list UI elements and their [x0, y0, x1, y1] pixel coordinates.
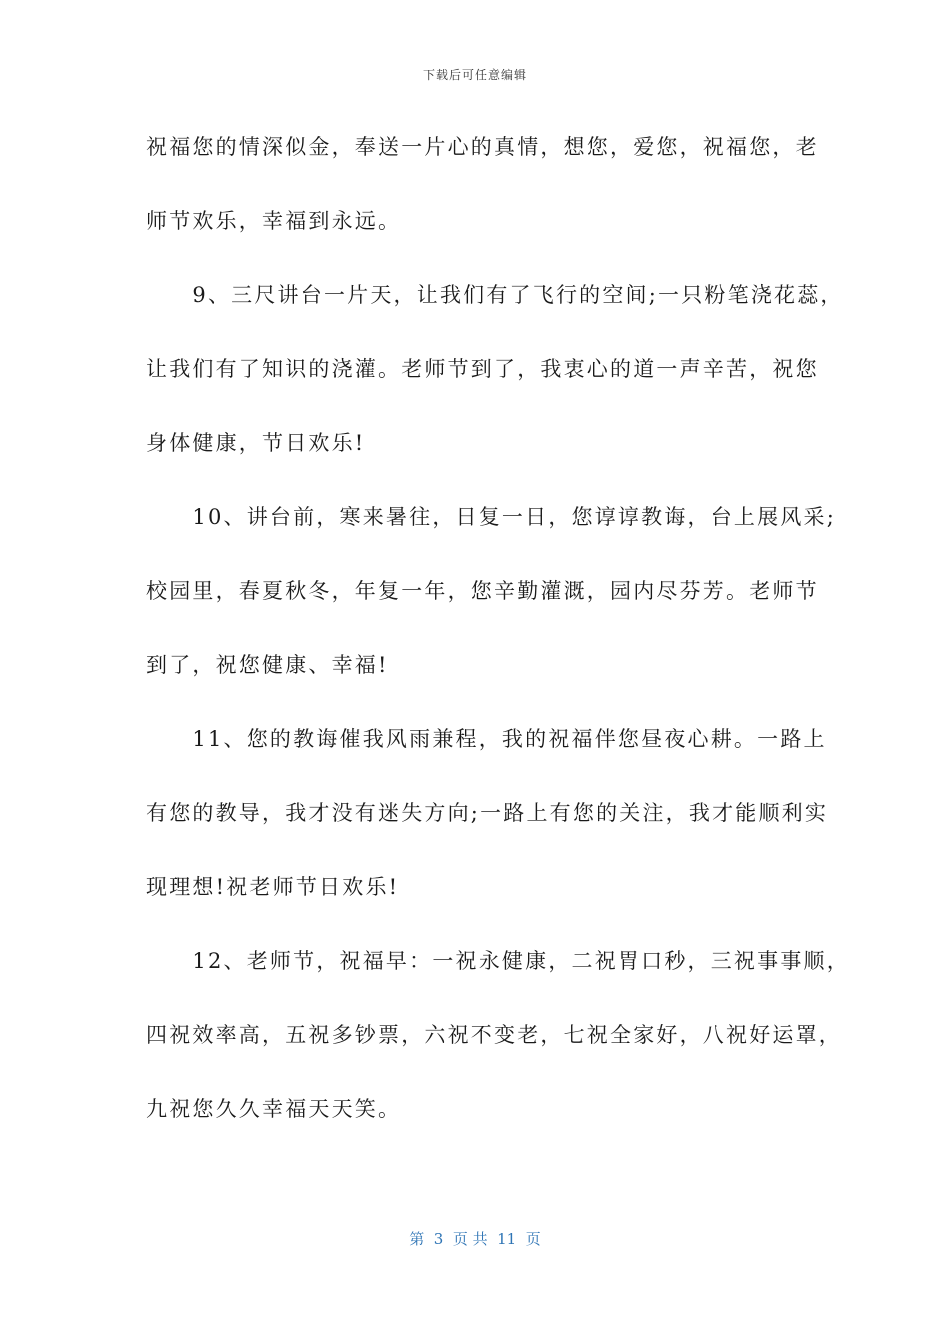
- text-line: 四祝效率高，五祝多钞票，六祝不变老，七祝全家好，八祝好运罩，: [146, 1023, 842, 1047]
- text-line: 11、您的教诲催我风雨兼程，我的祝福伴您昼夜心耕。一路上: [146, 727, 827, 751]
- document-body: [146, 126, 850, 1162]
- text-line: 10、讲台前，寒来暑往，日复一日，您谆谆教诲，台上展风采;: [146, 505, 836, 529]
- page-number-footer: 第 3 页 共 11 页: [409, 1230, 541, 1248]
- text-line: 师节欢乐，幸福到永远。: [146, 209, 402, 233]
- text-line: 校园里，春夏秋冬，年复一年，您辛勤灌溉，园内尽芬芳。老师节: [146, 579, 819, 603]
- text-line: 祝福您的情深似金，奉送一片心的真情，想您，爱您，祝福您，老: [146, 135, 819, 159]
- page-header: 下载后可任意编辑: [422, 68, 527, 82]
- text-line: 到了，祝您健康、幸福!: [146, 653, 389, 677]
- text-line: 12、老师节，祝福早：一祝永健康，二祝胃口秒，三祝事事顺，: [146, 949, 850, 973]
- text-line: 9、三尺讲台一片天，让我们有了飞行的空间;一只粉笔浇花蕊，: [146, 283, 844, 307]
- text-line: 现理想!祝老师节日欢乐!: [146, 875, 400, 899]
- text-line: 九祝您久久幸福天天笑。: [146, 1097, 402, 1121]
- text-line: 让我们有了知识的浇灌。老师节到了，我衷心的道一声辛苦，祝您: [146, 357, 819, 381]
- text-line: 身体健康，节日欢乐!: [146, 431, 366, 455]
- text-line: 有您的教导，我才没有迷失方向;一路上有您的关注，我才能顺利实: [146, 801, 829, 825]
